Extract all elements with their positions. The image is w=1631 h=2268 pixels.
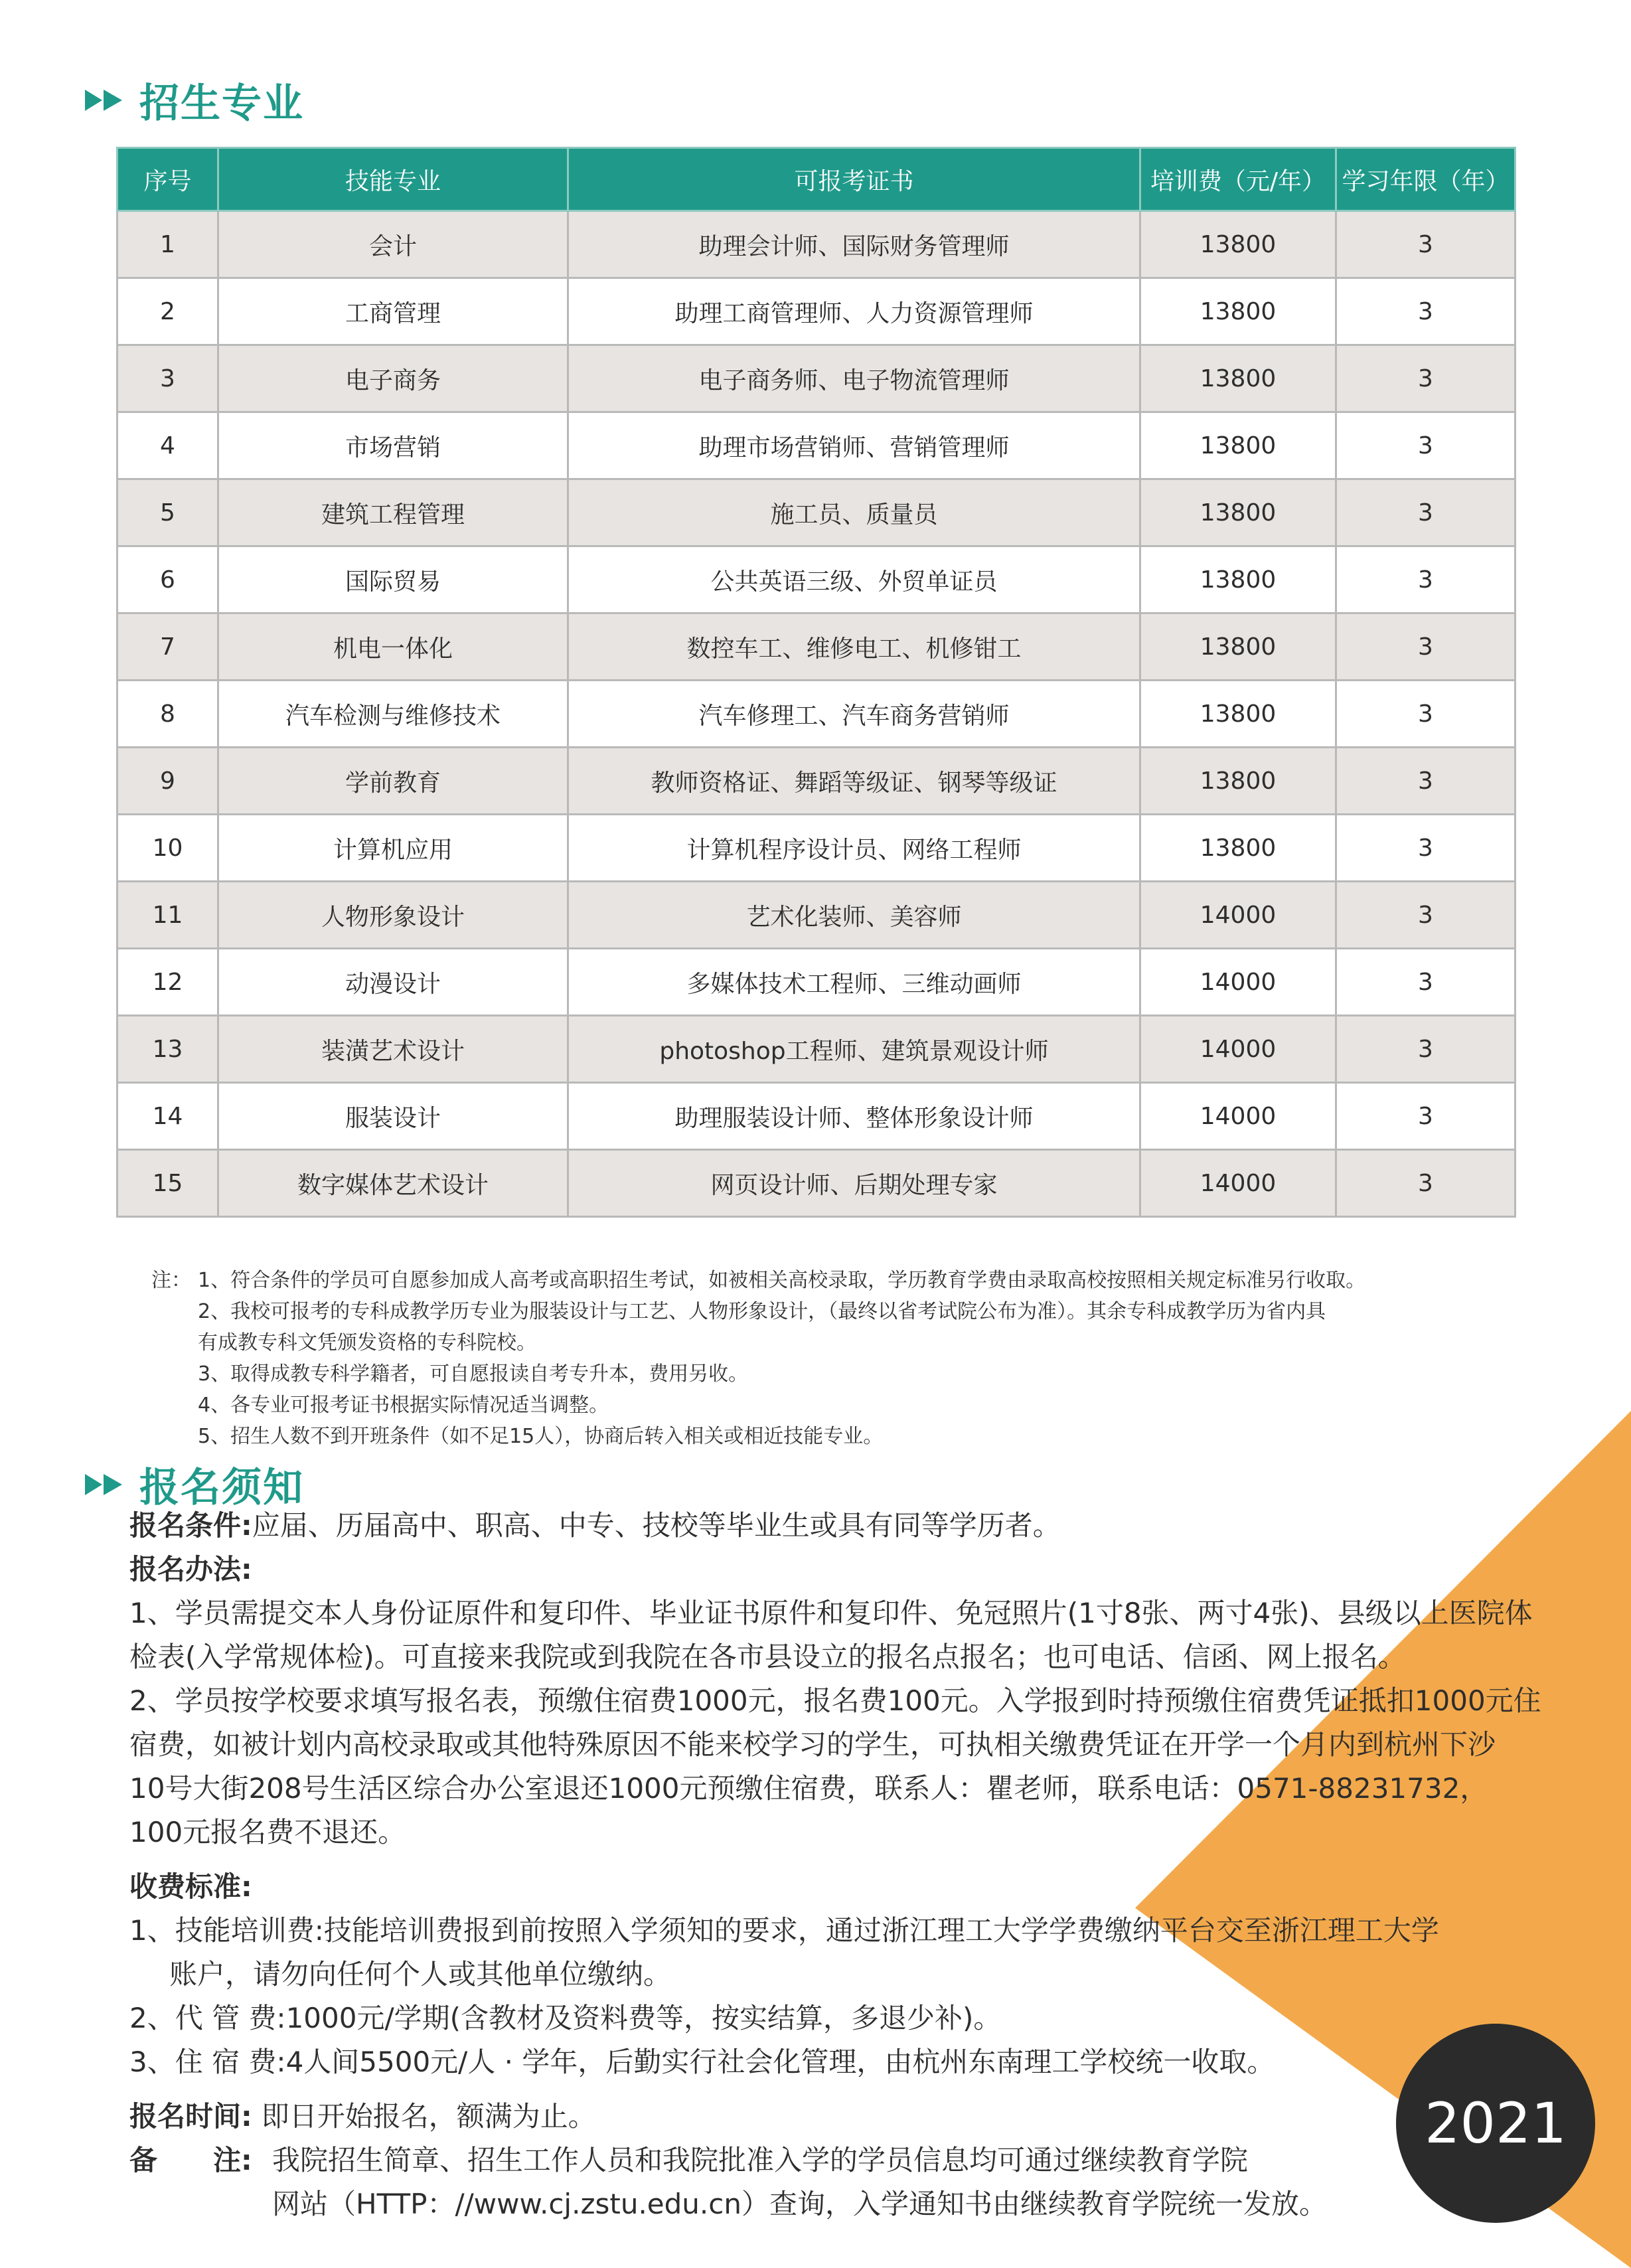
- note-1: 1、符合条件的学员可自愿参加成人高考或高职招生考试，如被相关高校录取，学历教育学费由录取高校按照相关规定标准另行收取。: [198, 1269, 1366, 1292]
- table-cell: 13800: [1140, 546, 1336, 613]
- header-cell: 可报考证书: [568, 148, 1140, 211]
- table-cell: 会计: [218, 211, 568, 278]
- fee-1a: 1、技能培训费:技能培训费报到前按照入学须知的要求，通过浙江理工大学学费缴纳平台交至浙江理工大学: [129, 1914, 1439, 1947]
- table-cell: 6: [117, 546, 218, 613]
- conditions-row: [129, 1504, 1563, 1548]
- table-row: [117, 681, 1515, 748]
- table-cell: 教师资格证、舞蹈等级证、钢琴等级证: [568, 748, 1140, 815]
- table-cell: 学前教育: [218, 748, 568, 815]
- method-p2c: 10号大街208号生活区综合办公室退还1000元预缴住宿费，联系人：瞿老师，联系电话：0571-88231732，: [129, 1772, 1488, 1805]
- table-cell: 机电一体化: [218, 613, 568, 681]
- table-cell: 3: [1336, 681, 1515, 748]
- table-row: [117, 345, 1515, 412]
- table-cell: 3: [1336, 949, 1515, 1016]
- remark-row: [129, 2139, 1563, 2226]
- table-cell: 动漫设计: [218, 949, 568, 1016]
- table-cell: 3: [1336, 412, 1515, 479]
- table-cell: 3: [1336, 815, 1515, 882]
- table-cell: 11: [117, 882, 218, 949]
- table-cell: 3: [1336, 882, 1515, 949]
- remark-text-2: 网站（HTTP：//www.cj.zstu.edu.cn）查询，入学通知书由继续教育学院统一发放。: [272, 2188, 1327, 2220]
- conditions-label: 报名条件:: [129, 1509, 252, 1542]
- table-row: [117, 815, 1515, 882]
- remark-text-1: 我院招生简章、招生工作人员和我院批准入学的学员信息均可通过继续教育学院: [272, 2144, 1249, 2176]
- table-cell: 3: [1336, 1016, 1515, 1083]
- fees-label: 收费标准:: [129, 1870, 252, 1903]
- table-cell: 3: [1336, 211, 1515, 278]
- table-cell: 人物形象设计: [218, 882, 568, 949]
- table-cell: 7: [117, 613, 218, 681]
- fee-1b: 账户，请勿向任何个人或其他单位缴纳。: [169, 1958, 672, 1990]
- table-row: [117, 546, 1515, 613]
- table-cell: 数字媒体艺术设计: [218, 1150, 568, 1217]
- table-cell: 助理服装设计师、整体形象设计师: [568, 1083, 1140, 1150]
- table-cell: 13800: [1140, 815, 1336, 882]
- method-p1b: 检表(入学常规体检)。可直接来我院或到我院在各市县设立的报名点报名；也可电话、信函、网上报名。: [129, 1641, 1406, 1673]
- table-cell: 公共英语三级、外贸单证员: [568, 546, 1140, 613]
- table-row: [117, 479, 1515, 546]
- table-row: [117, 882, 1515, 949]
- table-cell: 施工员、质量员: [568, 479, 1140, 546]
- method-p1a: 1、学员需提交本人身份证原件和复印件、毕业证书原件和复印件、免冠照片(1寸8张、两寸4张)、县级以上医院体: [129, 1597, 1533, 1629]
- method-row: [129, 1548, 1563, 1591]
- note-3: 3、取得成教专科学籍者，可自愿报读自考专升本，费用另收。: [198, 1362, 749, 1386]
- note-2b: 有成教专科文凭颁发资格的专科院校。: [198, 1331, 536, 1354]
- header-cell: 培训费（元/年）: [1140, 148, 1336, 211]
- registration-content: [129, 1504, 1563, 2226]
- table-cell: 14000: [1140, 882, 1336, 949]
- table-cell: 14000: [1140, 1016, 1336, 1083]
- method-p2a: 2、学员按学校要求填写报名表，预缴住宿费1000元，报名费100元。入学报到时持预缴住宿费凭证抵扣1000元住: [129, 1684, 1541, 1717]
- table-cell: 14000: [1140, 1083, 1336, 1150]
- majors-table: [116, 147, 1516, 1218]
- table-cell: 3: [1336, 1083, 1515, 1150]
- table-row: [117, 1016, 1515, 1083]
- table-cell: 13800: [1140, 345, 1336, 412]
- notes-label: 注：: [151, 1269, 191, 1292]
- table-row: [117, 278, 1515, 345]
- table-cell: 市场营销: [218, 412, 568, 479]
- table-cell: 助理市场营销师、营销管理师: [568, 412, 1140, 479]
- table-cell: 3: [1336, 345, 1515, 412]
- table-cell: 3: [1336, 1150, 1515, 1217]
- table-cell: 数控车工、维修电工、机修钳工: [568, 613, 1140, 681]
- method-p2d: 100元报名费不退还。: [129, 1816, 406, 1848]
- table-cell: photoshop工程师、建筑景观设计师: [568, 1016, 1140, 1083]
- table-cell: 多媒体技术工程师、三维动画师: [568, 949, 1140, 1016]
- table-cell: 12: [117, 949, 218, 1016]
- table-cell: 1: [117, 211, 218, 278]
- section-title-registration: 报名须知: [139, 1465, 304, 1511]
- table-cell: 5: [117, 479, 218, 546]
- method-label: 报名办法:: [129, 1553, 252, 1585]
- table-cell: 汽车修理工、汽车商务营销师: [568, 681, 1140, 748]
- table-cell: 8: [117, 681, 218, 748]
- table-cell: 助理工商管理师、人力资源管理师: [568, 278, 1140, 345]
- header-cell: 学习年限（年）: [1336, 148, 1515, 211]
- fee-3: 3、住 宿 费:4人间5500元/人 · 学年，后勤实行社会化管理，由杭州东南理工学校统一收取。: [129, 2046, 1275, 2078]
- table-cell: 13800: [1140, 278, 1336, 345]
- fee-2: 2、代 管 费:1000元/学期(含教材及资料费等，按实结算，多退少补)。: [129, 2002, 1002, 2034]
- table-cell: 电子商务师、电子物流管理师: [568, 345, 1140, 412]
- table-cell: 13800: [1140, 613, 1336, 681]
- table-cell: 3: [1336, 278, 1515, 345]
- table-cell: 装潢艺术设计: [218, 1016, 568, 1083]
- table-cell: 工商管理: [218, 278, 568, 345]
- table-header-row: [117, 148, 1515, 211]
- table-row: [117, 748, 1515, 815]
- table-cell: 14000: [1140, 1150, 1336, 1217]
- header-cell: 序号: [117, 148, 218, 211]
- table-cell: 汽车检测与维修技术: [218, 681, 568, 748]
- double-arrow-icon: [85, 1471, 125, 1498]
- table-cell: 服装设计: [218, 1083, 568, 1150]
- table-cell: 4: [117, 412, 218, 479]
- time-text: 即日开始报名，额满为止。: [261, 2100, 596, 2133]
- table-cell: 3: [1336, 748, 1515, 815]
- table-row: [117, 613, 1515, 681]
- conditions-text: 应届、历届高中、职高、中专、技校等毕业生或具有同等学历者。: [252, 1509, 1061, 1542]
- section-header-majors: [85, 72, 304, 129]
- table-row: [117, 211, 1515, 278]
- double-arrow-icon: [85, 87, 125, 114]
- table-cell: 3: [117, 345, 218, 412]
- table-cell: 9: [117, 748, 218, 815]
- table-cell: 国际贸易: [218, 546, 568, 613]
- table-cell: 助理会计师、国际财务管理师: [568, 211, 1140, 278]
- table-cell: 2: [117, 278, 218, 345]
- table-row: [117, 1150, 1515, 1217]
- table-row: [117, 1083, 1515, 1150]
- time-row: [129, 2095, 1563, 2139]
- remark-label: 备 注:: [129, 2144, 252, 2176]
- header-cell: 技能专业: [218, 148, 568, 211]
- table-cell: 15: [117, 1150, 218, 1217]
- table-cell: 13800: [1140, 681, 1336, 748]
- table-cell: 网页设计师、后期处理专家: [568, 1150, 1140, 1217]
- table-cell: 13: [117, 1016, 218, 1083]
- table-cell: 3: [1336, 613, 1515, 681]
- table-cell: 计算机程序设计员、网络工程师: [568, 815, 1140, 882]
- table-row: [117, 412, 1515, 479]
- table-cell: 艺术化装师、美容师: [568, 882, 1140, 949]
- table-cell: 13800: [1140, 479, 1336, 546]
- table-cell: 计算机应用: [218, 815, 568, 882]
- table-notes: [151, 1265, 1512, 1452]
- year-badge: 2021: [1396, 2024, 1595, 2223]
- note-5: 5、招生人数不到开班条件（如不足15人），协商后转入相关或相近技能专业。: [198, 1425, 884, 1448]
- table-row: [117, 949, 1515, 1016]
- table-cell: 14000: [1140, 949, 1336, 1016]
- table-cell: 电子商务: [218, 345, 568, 412]
- table-cell: 14: [117, 1083, 218, 1150]
- table-cell: 13800: [1140, 211, 1336, 278]
- table-cell: 3: [1336, 546, 1515, 613]
- table-cell: 10: [117, 815, 218, 882]
- note-2a: 2、我校可报考的专科成教学历专业为服装设计与工艺、人物形象设计，（最终以省考试院公布为准）。其余专科成教学历为省内具: [198, 1300, 1326, 1323]
- section-title-majors: 招生专业: [139, 80, 304, 127]
- table-cell: 建筑工程管理: [218, 479, 568, 546]
- fees-row: [129, 1865, 1563, 1909]
- note-4: 4、各专业可报考证书根据实际情况适当调整。: [198, 1394, 609, 1417]
- table-cell: 13800: [1140, 412, 1336, 479]
- time-label: 报名时间:: [129, 2100, 252, 2133]
- method-p2b: 宿费，如被计划内高校录取或其他特殊原因不能来校学习的学生，可执相关缴费凭证在开学一个月内到杭州下沙: [129, 1728, 1496, 1761]
- table-cell: 3: [1336, 479, 1515, 546]
- table-cell: 13800: [1140, 748, 1336, 815]
